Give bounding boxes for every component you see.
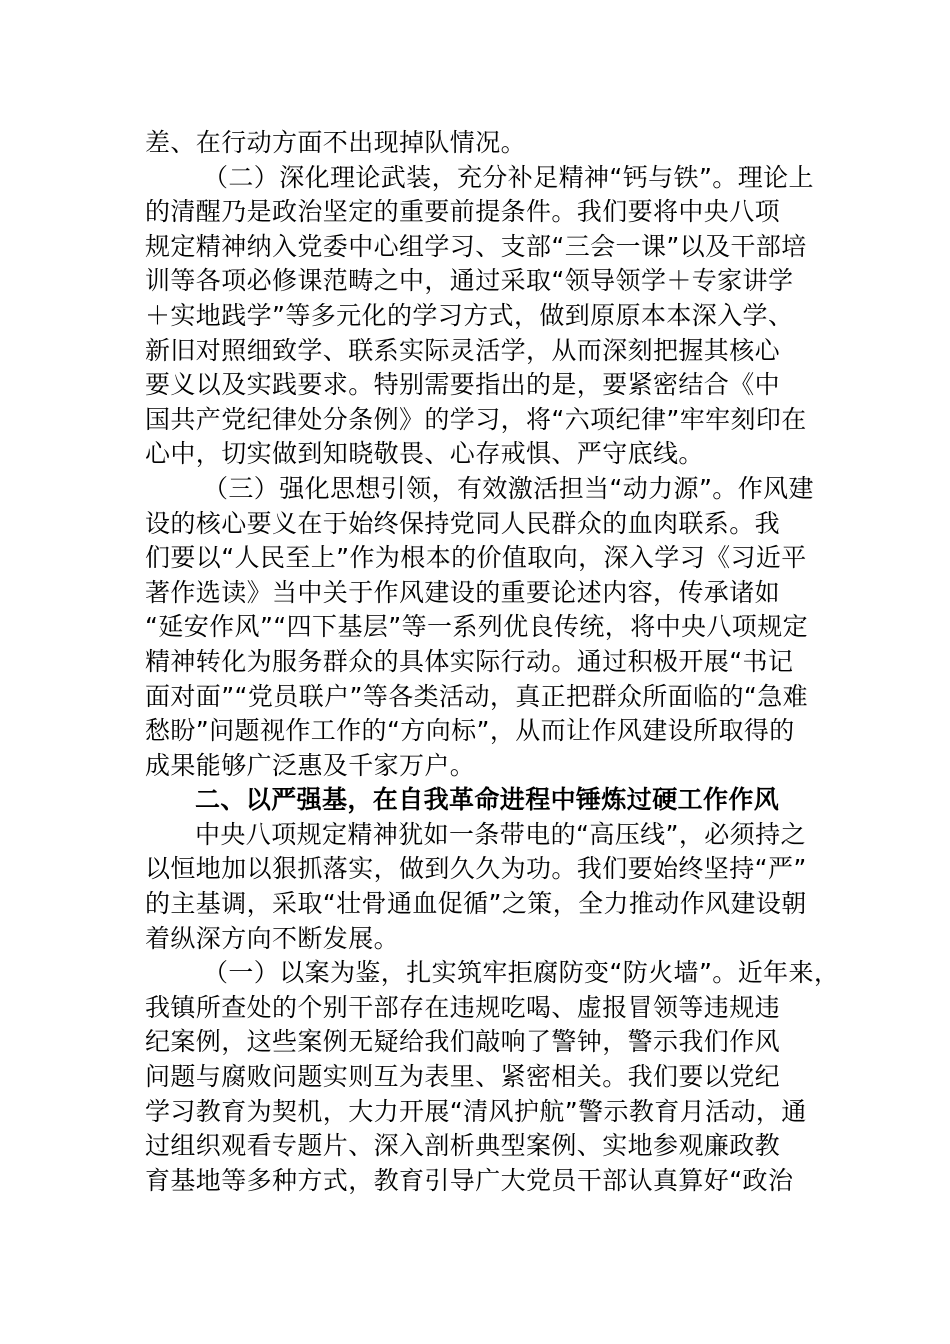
body-line: “延安作风”“四下基层”等一系列优良传统，将中央八项规定	[145, 612, 809, 642]
body-line: 精神转化为服务群众的具体实际行动。通过积极开展“书记	[145, 646, 794, 676]
document-body	[145, 126, 840, 1198]
body-line: ＋实地践学”等多元化的学习方式，做到原原本本深入学、	[145, 300, 794, 330]
body-line: 规定精神纳入党委中心组学习、支部“三会一课”以及干部培	[145, 231, 807, 261]
body-line: 新旧对照细致学、联系实际灵活学，从而深刻把握其核心	[145, 335, 781, 365]
paragraph-first-line: （一）以案为鉴，扎实筑牢拒腐防变“防火墙”。近年来，	[203, 958, 840, 988]
section-heading: 二、以严强基，在自我革命进程中锤炼过硬工作作风	[195, 785, 780, 815]
body-line: 国共产党纪律处分条例》的学习，将“六项纪律”牢牢刻印在	[145, 404, 807, 434]
body-line: 成果能够广泛惠及千家万户。	[145, 750, 476, 780]
body-line: 心中，切实做到知晓敬畏、心存戒惧、严守底线。	[145, 439, 704, 469]
body-line: 愁盼”问题视作工作的“方向标”，从而让作风建设所取得的	[145, 716, 795, 746]
body-line: 要义以及实践要求。特别需要指出的是，要紧密结合《中	[145, 370, 781, 400]
body-line: 设的核心要义在于始终保持党同人民群众的血肉联系。我	[145, 508, 781, 538]
body-line: 着纵深方向不断发展。	[145, 923, 400, 953]
body-line: 面对面”“党员联户”等各类活动，真正把群众所面临的“急难	[145, 681, 809, 711]
paragraph-first-line: 中央八项规定精神犹如一条带电的“高压线”，必须持之	[195, 819, 806, 849]
body-line: 的清醒乃是政治坚定的重要前提条件。我们要将中央八项	[145, 197, 781, 227]
paragraph-first-line: （二）深化理论武装，充分补足精神“钙与铁”。理论上	[203, 162, 814, 192]
body-line: 以恒地加以狠抓落实，做到久久为功。我们要始终坚持“严”	[145, 854, 807, 884]
body-line: 著作选读》当中关于作风建设的重要论述内容，传承诸如	[145, 577, 781, 607]
paragraph-first-line: （三）强化思想引领，有效激活担当“动力源”。作风建	[203, 473, 814, 503]
body-line: 问题与腐败问题实则互为表里、紧密相关。我们要以党纪	[145, 1062, 781, 1092]
body-line: 差、在行动方面不出现掉队情况。	[145, 128, 527, 157]
body-line: 我镇所查处的个别干部存在违规吃喝、虚报冒领等违规违	[145, 992, 781, 1022]
body-line: 学习教育为契机，大力开展“清风护航”警示教育月活动，通	[145, 1096, 807, 1126]
body-line: 纪案例，这些案例无疑给我们敲响了警钟，警示我们作风	[145, 1027, 781, 1057]
body-line: 育基地等多种方式，教育引导广大党员干部认真算好“政治	[145, 1165, 794, 1195]
body-line: 们要以“人民至上”作为根本的价值取向，深入学习《习近平	[145, 543, 807, 573]
body-line: 训等各项必修课范畴之中，通过采取“领导领学＋专家讲学	[145, 266, 794, 296]
body-line: 过组织观看专题片、深入剖析典型案例、实地参观廉政教	[145, 1131, 781, 1161]
body-line: 的主基调，采取“壮骨通血促循”之策，全力推动作风建设朝	[145, 889, 807, 919]
